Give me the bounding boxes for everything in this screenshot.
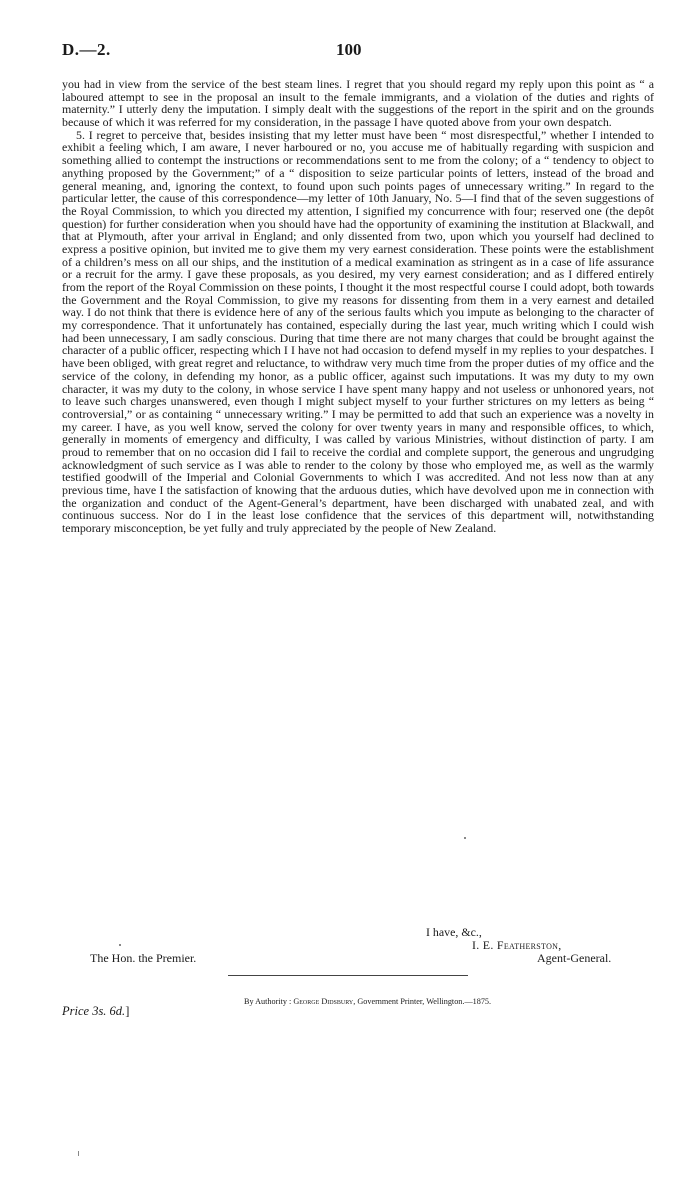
signatory-title: Agent-General. <box>537 951 612 965</box>
imprint-prefix: By Authority : <box>244 997 292 1006</box>
scan-speck <box>464 837 466 839</box>
salutation: I have, &c., <box>426 925 482 939</box>
page-number: 100 <box>336 40 362 59</box>
price-bracket: ] <box>125 1004 130 1018</box>
scan-speck <box>78 1151 79 1156</box>
price-text: Price 3s. 6d. <box>62 1004 126 1018</box>
printer-imprint <box>244 997 491 1006</box>
letter-closing <box>62 925 654 985</box>
letter-body <box>62 78 654 535</box>
printer-name: George Didsbury <box>293 997 354 1006</box>
addressee: The Hon. the Premier. <box>90 951 197 965</box>
document-id: D.—2. <box>62 40 111 59</box>
footer-rule <box>228 975 468 976</box>
page-header <box>62 40 652 64</box>
price-note <box>62 1004 129 1019</box>
signatory-name: I. E. Featherston, <box>472 938 562 952</box>
paragraph-continued: you had in view from the service of the best steam lines. I regret that you should regard my reply upon this point as “ a laboured attempt to see in the proposal an insult to the female immigrants, and a violation of the duties and rights of maternity.” I utterly deny the imputation. I simply dealt with the suggestions of the report in the spirit and on the grounds because of which it was referred for my consideration, in the passage I have quoted above from your own despatch. <box>62 77 654 130</box>
scan-speck <box>119 944 121 946</box>
paragraph-5: 5. I regret to perceive that, besides insisting that my letter must have been “ most disrespectful,” whether I intended to exhibit a feeling which, I am aware, I never harboured or no, you accuse me of habitually regarding with suspicion and something allied to contempt the instructions or recommendations sent to me from the colony; of a “ tendency to object to anything proposed by the Government;” of a “ disposition to seize particular points of letters, instead of the broad and general meaning, and, ignoring the context, to found upon such points pages of unnecessary writing.” In regard to the particular letter, the cause of this correspondence—my letter of 10th January, No. 5—I find that of the seven suggestions of the Royal Commission, to which you directed my attention, I signified my concurrence with four; reserved one (the depôt question) for further consideration when you should have had the opportunity of examining the institution at Blackwall, and that at Plymouth, after your arrival in England; and only dissented from two, upon which you yourself had declined to express a positive opinion, but invited me to give them my very earnest consideration. These points were the establishment of a children’s mess on all our ships, and the institution of a medical examination as stringent as in a case of life assurance or a recruit for the army. I gave these proposals, as you desired, my very earnest consideration; and as I differed entirely from the report of the Royal Commission on these points, I thought it the most respectful course I could adopt, both towards the Government and the Royal Commission, to give my reasons for dissenting from them in a very earnest and detailed way. I do not think that there is evidence here of any of the serious faults which you impute as belonging to the character of my correspondence. That it unfortunately has contained, especially during the last year, much writing which I could wish had been unnecessary, I am sadly conscious. During that time there are not many charges that could be brought against the character of a public officer, respecting which I I have not had occasion to defend myself in my replies to your despatches. I have been obliged, with great regret and reluctance, to withdraw very much time from the proper duties of my office and the service of the colony, in defending my honor, as a public officer, against such imputations. It was my duty to my own character, it was my duty to the colony, in whose service I have spent many happy and not useless or unhonored years, not to leave such charges unanswered, even though I might subject myself to your further strictures on my letters as being “ controversial,” or as containing “ unnecessary writing.” I may be permitted to add that such an experience was a novelty in my career. I have, as you well know, served the colony for over twenty years in many and responsible offices, to which, generally in moments of emergency and difficulty, I was called by various Ministries, without distinction of party. I am proud to remember that on no occasion did I fail to receive the cordial and complete support, the generous and ungrudging acknowledgment of such service as I was able to render to the colony by those who employed me, as well as the warmly testified goodwill of the Imperial and Colonial Governments to which I was accredited. And not less now than at any previous time, have I the satisfaction of knowing that the arduous duties, which have devolved upon me in connection with the organization and conduct of the Agent-General’s department, have been discharged with unabated zeal, and with continuous success. Nor do I in the least lose confidence that the services of this department will, notwithstanding temporary misconception, be yet fully and truly appreciated by the people of New Zealand. <box>62 127 654 536</box>
imprint-suffix: , Government Printer, Wellington.—1875. <box>353 997 492 1006</box>
